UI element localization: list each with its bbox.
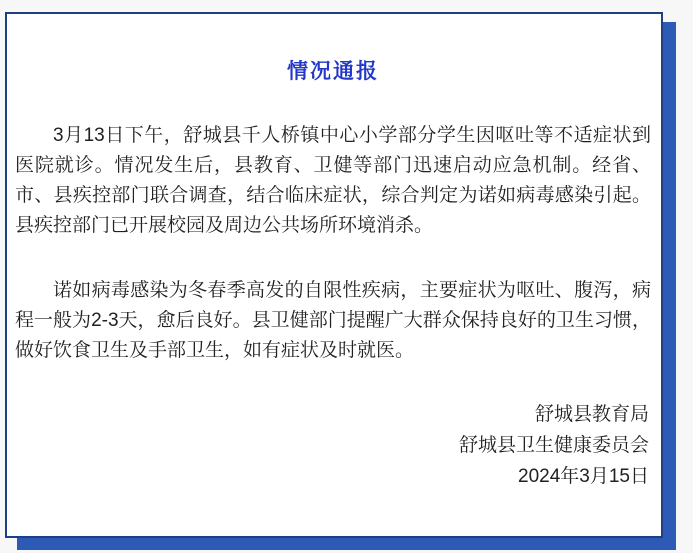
signature-org-health-commission: 舒城县卫生健康委员会 (458, 435, 649, 456)
notice-card (5, 12, 663, 538)
notice-title: 情况通报 (287, 60, 379, 83)
signature-date: 2024年3月15日 (518, 466, 649, 487)
signature-org-education-bureau: 舒城县教育局 (534, 404, 649, 425)
notice-paragraph-2: 诺如病毒感染为冬春季高发的自限性疾病，主要症状为呕吐、腹泻，病程一般为2-3天，愈后良好。县卫健部门提醒广大群众保持良好的卫生习惯，做好饮食卫生及手部卫生，如有症状及时就医。 (15, 280, 651, 361)
notice-paragraph-1: 3月13日下午，舒城县千人桥镇中心小学部分学生因呕吐等不适症状到医院就诊。情况发生后，县教育、卫健等部门迅速启动应急机制。经省、市、县疾控部门联合调查，结合临床症状，综合判定为诺如病毒感染引起。县疾控部门已开展校园及周边公共场所环境消杀。 (15, 125, 651, 236)
signature-block (15, 399, 651, 492)
notice-content (7, 60, 661, 492)
